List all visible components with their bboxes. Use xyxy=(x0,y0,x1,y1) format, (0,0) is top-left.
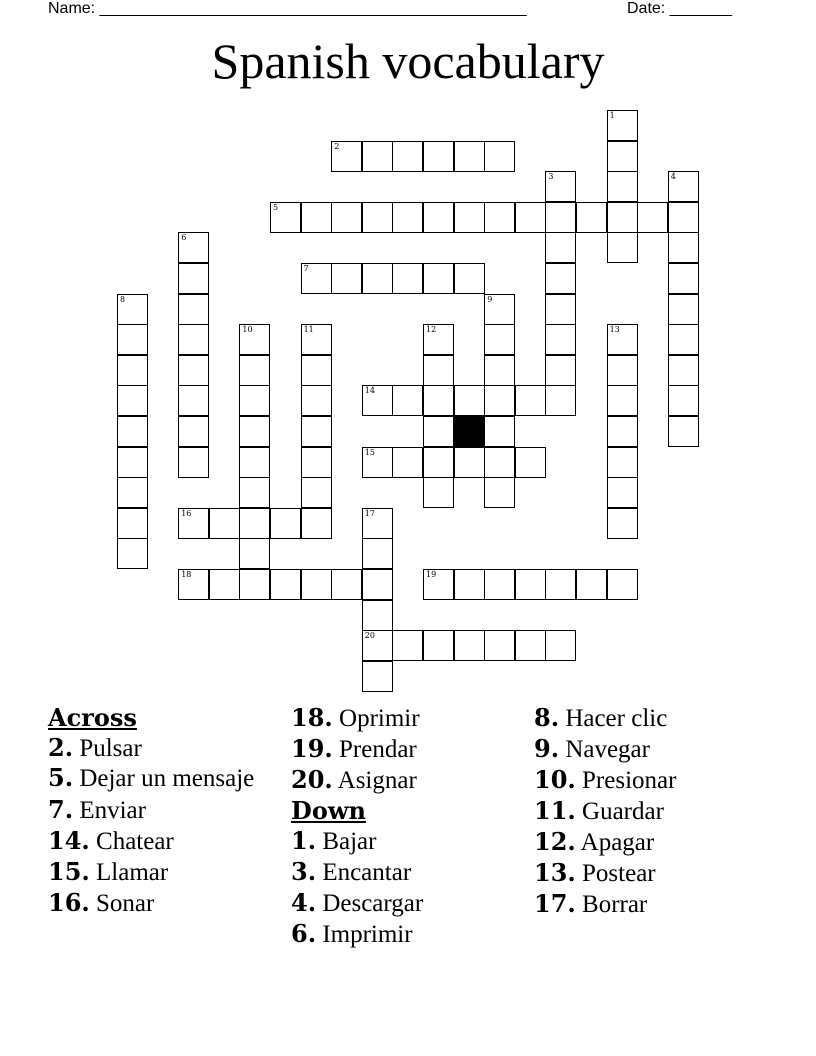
grid-cell[interactable] xyxy=(117,508,148,539)
grid-cell[interactable] xyxy=(392,630,423,661)
grid-cell[interactable] xyxy=(301,263,332,294)
clue-number: 15 xyxy=(364,447,375,457)
grid-cell[interactable] xyxy=(637,202,668,233)
grid-cell[interactable] xyxy=(239,477,270,508)
across-clue: 14 . Chatear xyxy=(48,826,278,857)
down-clue: 8 . Hacer clic xyxy=(534,703,774,734)
grid-cell[interactable] xyxy=(117,477,148,508)
grid-cell[interactable] xyxy=(515,630,546,661)
down-clue: 6 . Imprimir xyxy=(291,919,531,950)
grid-cell[interactable] xyxy=(576,569,607,600)
grid-cell[interactable] xyxy=(423,263,454,294)
grid-cell[interactable] xyxy=(454,141,485,172)
grid-cell[interactable] xyxy=(239,447,270,478)
page-title: Spanish vocabulary xyxy=(211,33,605,89)
grid-cell[interactable] xyxy=(484,355,515,386)
grid-cell[interactable] xyxy=(484,416,515,447)
clue-number: 9 xyxy=(487,294,493,304)
clue-number: 7 xyxy=(303,264,309,273)
clue-number: 20 xyxy=(364,631,375,641)
grid-cell[interactable] xyxy=(668,385,699,416)
grid-cell[interactable] xyxy=(239,385,270,416)
grid-cell[interactable] xyxy=(301,202,332,233)
grid-cell[interactable] xyxy=(209,569,240,600)
grid-cell[interactable] xyxy=(454,202,485,233)
grid-cell[interactable] xyxy=(484,324,515,355)
grid-cell[interactable] xyxy=(178,263,209,294)
across-clue: 18 . Oprimir xyxy=(291,703,531,734)
grid-cell[interactable] xyxy=(178,569,209,600)
grid-cell[interactable] xyxy=(178,385,209,416)
clue-number: 6 xyxy=(181,233,187,243)
grid-cell[interactable] xyxy=(454,569,485,600)
grid-cell[interactable] xyxy=(607,232,638,263)
grid-cell[interactable] xyxy=(484,447,515,478)
grid-cell[interactable] xyxy=(668,202,699,233)
grid-cell[interactable] xyxy=(270,569,301,600)
grid-cell[interactable] xyxy=(239,538,270,569)
grid-cell[interactable] xyxy=(270,508,301,539)
grid-cell[interactable] xyxy=(362,661,393,692)
grid-cell[interactable] xyxy=(545,232,576,263)
down-clue: 12 . Apagar xyxy=(534,827,774,858)
grid-cell[interactable] xyxy=(668,171,699,202)
grid-cell[interactable] xyxy=(545,263,576,294)
grid-cell[interactable] xyxy=(484,294,515,325)
clue-number: 18 xyxy=(181,570,192,579)
across-clue: 15 . Llamar xyxy=(48,857,278,888)
clue-number: 2 xyxy=(334,141,340,151)
grid-cell[interactable] xyxy=(392,141,423,172)
down-heading: Down xyxy=(291,796,366,825)
grid-cell[interactable] xyxy=(331,202,362,233)
grid-cell[interactable] xyxy=(423,569,454,600)
clue-number: 8 xyxy=(120,294,126,304)
grid-cell[interactable] xyxy=(392,263,423,294)
grid-cell[interactable] xyxy=(362,141,393,172)
grid-cell[interactable] xyxy=(515,202,546,233)
grid-cell[interactable] xyxy=(301,385,332,416)
grid-cell[interactable] xyxy=(178,416,209,447)
grid-cell[interactable] xyxy=(607,171,638,202)
black-cell xyxy=(454,416,485,447)
grid-cell[interactable] xyxy=(423,141,454,172)
grid-cell[interactable] xyxy=(607,416,638,447)
down-clue: 9 . Navegar xyxy=(534,734,774,765)
clue-number: 4 xyxy=(670,172,676,182)
across-clue: 20 . Asignar xyxy=(291,765,531,796)
clue-number: 11 xyxy=(303,325,314,335)
grid-cell[interactable] xyxy=(331,263,362,294)
grid-cell[interactable] xyxy=(301,569,332,600)
grid-cell[interactable] xyxy=(454,385,485,416)
grid-cell[interactable] xyxy=(392,202,423,233)
grid-cell[interactable] xyxy=(668,416,699,447)
grid-cell[interactable] xyxy=(423,385,454,416)
clue-number: 19 xyxy=(426,570,437,579)
grid-cell[interactable] xyxy=(301,477,332,508)
grid-cell[interactable] xyxy=(607,477,638,508)
grid-cell[interactable] xyxy=(607,508,638,539)
clue-number: 16 xyxy=(181,508,192,518)
grid-cell[interactable] xyxy=(607,324,638,355)
grid-cell[interactable] xyxy=(423,202,454,233)
grid-cell[interactable] xyxy=(454,263,485,294)
clue-number: 13 xyxy=(609,325,620,335)
clue-number: 1 xyxy=(609,111,615,120)
grid-cell[interactable] xyxy=(484,141,515,172)
across-clue: 7 . Enviar xyxy=(48,795,278,826)
grid-cell[interactable] xyxy=(117,447,148,478)
grid-cell[interactable] xyxy=(545,294,576,325)
grid-cell[interactable] xyxy=(239,508,270,539)
grid-cell[interactable] xyxy=(362,630,393,661)
across-clue: 2 . Pulsar xyxy=(48,733,278,764)
grid-cell[interactable] xyxy=(331,569,362,600)
grid-cell[interactable] xyxy=(362,263,393,294)
grid-cell[interactable] xyxy=(423,630,454,661)
grid-cell[interactable] xyxy=(515,569,546,600)
clue-column-2 xyxy=(291,703,531,950)
grid-cell[interactable] xyxy=(484,569,515,600)
grid-cell[interactable] xyxy=(484,202,515,233)
grid-cell[interactable] xyxy=(545,324,576,355)
grid-cell[interactable] xyxy=(423,355,454,386)
grid-cell[interactable] xyxy=(301,508,332,539)
grid-cell[interactable] xyxy=(668,324,699,355)
grid-cell[interactable] xyxy=(607,385,638,416)
grid-cell[interactable] xyxy=(178,324,209,355)
across-clue: 19 . Prendar xyxy=(291,734,531,765)
grid-cell[interactable] xyxy=(239,569,270,600)
grid-cell[interactable] xyxy=(545,171,576,202)
grid-cell[interactable] xyxy=(423,477,454,508)
grid-cell[interactable] xyxy=(545,355,576,386)
grid-cell[interactable] xyxy=(362,447,393,478)
grid-cell[interactable] xyxy=(607,110,638,141)
grid-cell[interactable] xyxy=(362,538,393,569)
grid-cell[interactable] xyxy=(484,385,515,416)
clue-number: 14 xyxy=(364,386,375,396)
down-clue: 17 . Borrar xyxy=(534,889,774,920)
name-field[interactable]: Name: ________________________________________________ xyxy=(48,0,527,17)
grid-cell[interactable] xyxy=(270,202,301,233)
grid-cell[interactable] xyxy=(515,447,546,478)
grid-cell[interactable] xyxy=(545,630,576,661)
clue-number: 10 xyxy=(242,325,253,335)
down-clue: 3 . Encantar xyxy=(291,857,531,888)
grid-cell[interactable] xyxy=(423,447,454,478)
grid-cell[interactable] xyxy=(362,385,393,416)
grid-cell[interactable] xyxy=(117,538,148,569)
grid-cell[interactable] xyxy=(545,202,576,233)
grid-cell[interactable] xyxy=(607,141,638,172)
grid-cell[interactable] xyxy=(178,355,209,386)
grid-cell[interactable] xyxy=(423,416,454,447)
grid-cell[interactable] xyxy=(117,355,148,386)
clue-column-3 xyxy=(534,703,774,920)
grid-cell[interactable] xyxy=(301,447,332,478)
grid-cell[interactable] xyxy=(545,569,576,600)
clue-number: 5 xyxy=(273,202,279,212)
grid-cell[interactable] xyxy=(607,355,638,386)
grid-cell[interactable] xyxy=(576,202,607,233)
grid-cell[interactable] xyxy=(331,141,362,172)
grid-cell[interactable] xyxy=(454,630,485,661)
grid-cell[interactable] xyxy=(484,477,515,508)
grid-cell[interactable] xyxy=(239,416,270,447)
down-clue: 11 . Guardar xyxy=(534,796,774,827)
grid-cell[interactable] xyxy=(178,447,209,478)
across-clue: 5 . Dejar un mensaje xyxy=(48,764,278,792)
grid-cell[interactable] xyxy=(607,569,638,600)
clue-number: 17 xyxy=(364,508,375,518)
grid-cell[interactable] xyxy=(178,508,209,539)
clue-number: 12 xyxy=(426,325,437,335)
grid-cell[interactable] xyxy=(668,263,699,294)
grid-cell[interactable] xyxy=(423,324,454,355)
grid-cell[interactable] xyxy=(454,447,485,478)
grid-cell[interactable] xyxy=(362,569,393,600)
grid-cell[interactable] xyxy=(515,385,546,416)
grid-cell[interactable] xyxy=(301,416,332,447)
grid-cell[interactable] xyxy=(117,385,148,416)
grid-cell[interactable] xyxy=(117,294,148,325)
grid-cell[interactable] xyxy=(668,355,699,386)
grid-cell[interactable] xyxy=(668,294,699,325)
down-clue: 1 . Bajar xyxy=(291,826,531,857)
grid-cell[interactable] xyxy=(484,630,515,661)
grid-cell[interactable] xyxy=(362,202,393,233)
grid-cell[interactable] xyxy=(239,324,270,355)
across-clue: 16 . Sonar xyxy=(48,888,278,919)
grid-cell[interactable] xyxy=(301,324,332,355)
grid-cell[interactable] xyxy=(668,232,699,263)
grid-cell[interactable] xyxy=(178,232,209,263)
grid-cell[interactable] xyxy=(607,447,638,478)
grid-cell[interactable] xyxy=(545,385,576,416)
date-field[interactable]: Date: _______ xyxy=(627,0,732,17)
grid-cell[interactable] xyxy=(301,355,332,386)
grid-cell[interactable] xyxy=(392,385,423,416)
down-clue: 13 . Postear xyxy=(534,858,774,889)
grid-cell[interactable] xyxy=(362,508,393,539)
clue-column-1 xyxy=(48,703,278,919)
grid-cell[interactable] xyxy=(239,355,270,386)
clue-number: 3 xyxy=(548,172,554,182)
grid-cell[interactable] xyxy=(607,202,638,233)
across-heading: Across xyxy=(48,703,137,732)
grid-cell[interactable] xyxy=(392,447,423,478)
down-clue: 4 . Descargar xyxy=(291,888,531,919)
grid-cell[interactable] xyxy=(209,508,240,539)
grid-cell[interactable] xyxy=(178,294,209,325)
down-clue: 10 . Presionar xyxy=(534,765,774,796)
grid-cell[interactable] xyxy=(117,416,148,447)
grid-cell[interactable] xyxy=(117,324,148,355)
grid-cell[interactable] xyxy=(362,600,393,631)
